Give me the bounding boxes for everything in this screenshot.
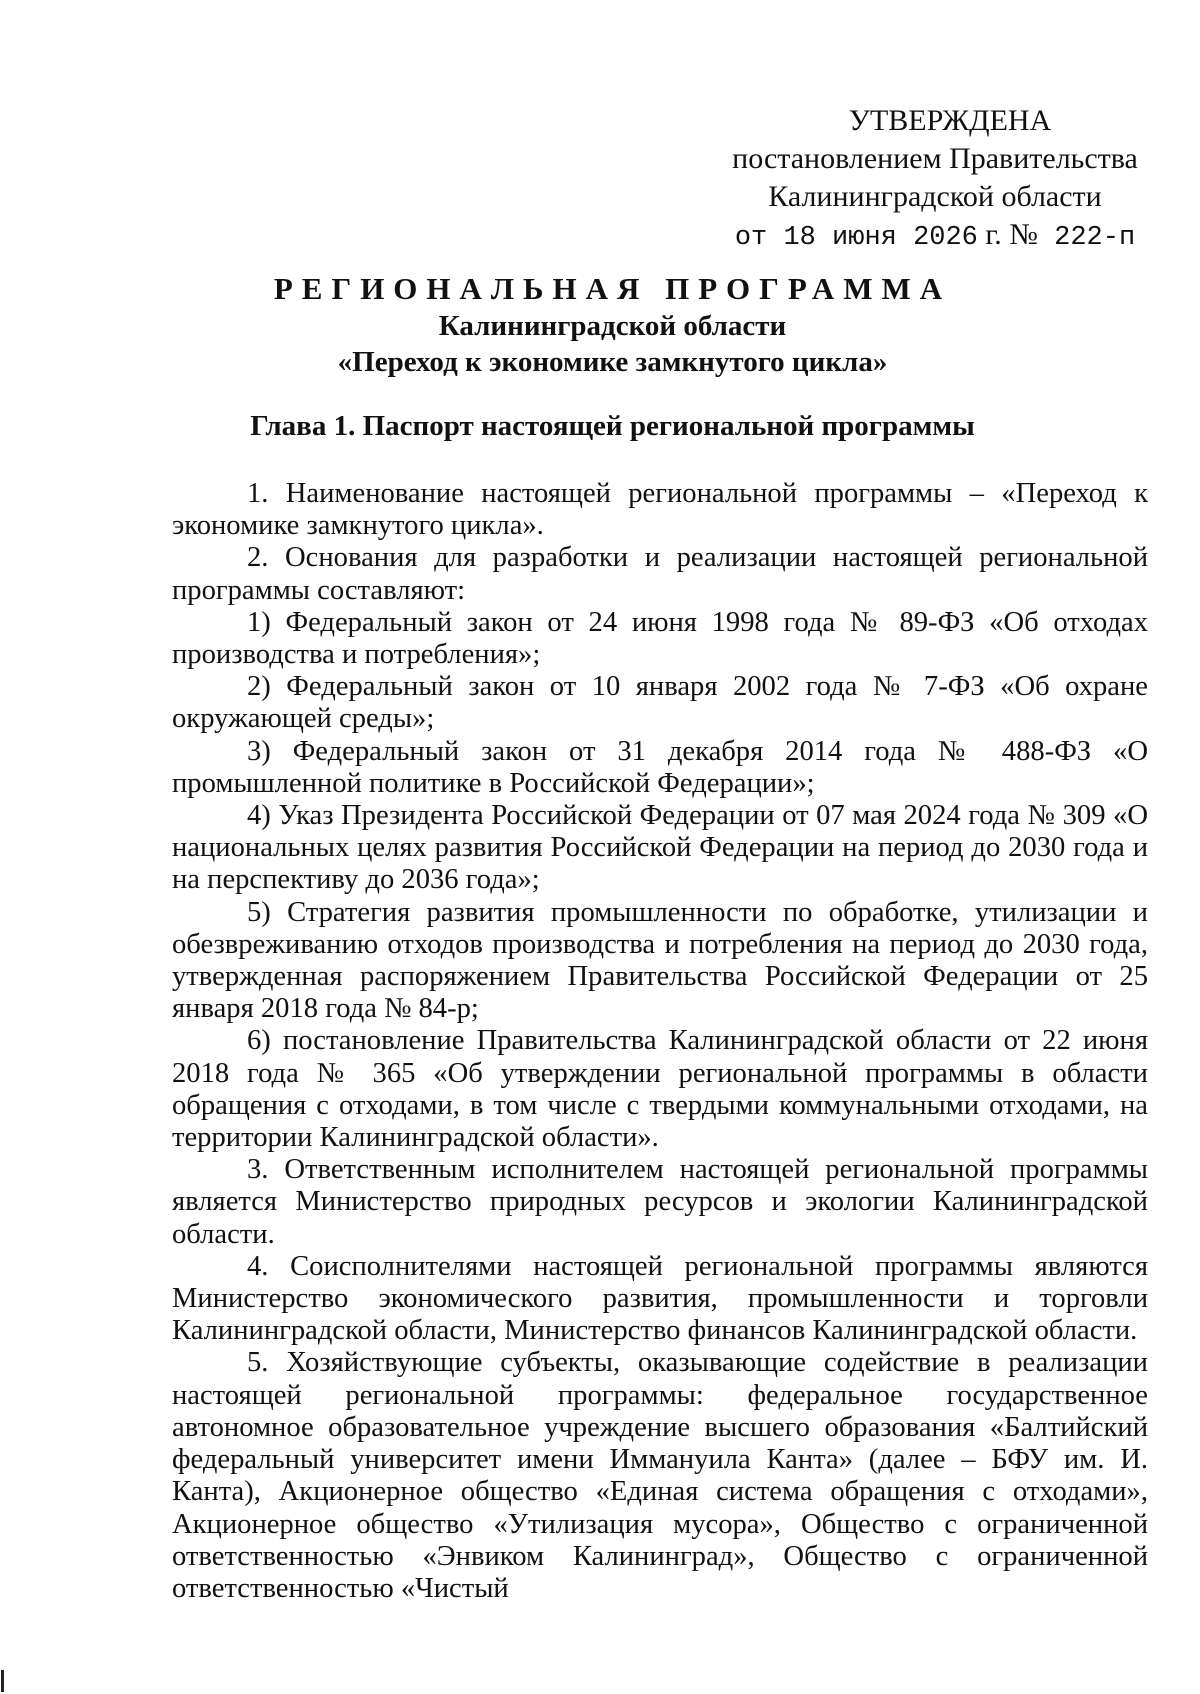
paragraph: 5. Хозяйствующие субъекты, оказывающие содействие в реализации настоящей региональной программы: федеральное государственное автономное образовательное учреждение высшего образования «Балтийский федеральный университет имени Иммануила Канта» (далее – БФУ им. И. Канта), Акционерное общество «Единая система обращения с отходами», Акционерное общество «Утилизация мусора», Общество с ограниченной ответственностью «Энвиком Калининград», Общество с ограниченной ответственностью «Чистый bbox=[172, 1347, 1148, 1604]
paragraph: 1) Федеральный закон от 24 июня 1998 года № 89-ФЗ «Об отходах производства и потребления»; bbox=[172, 606, 1148, 671]
paragraph: 4. Соисполнителями настоящей региональной программы являются Министерство экономического развития, промышленности и торговли Калининградской области, Министерство финансов Калининградской области. bbox=[172, 1250, 1148, 1347]
title-line-3: «Переход к экономике замкнутого цикла» bbox=[337, 346, 888, 378]
approval-date-line bbox=[720, 216, 1150, 257]
scan-edge-mark bbox=[0, 1668, 10, 1694]
paragraph: 3) Федеральный закон от 31 декабря 2014 года № 488-ФЗ «О промышленной политике в Российской Федерации»; bbox=[172, 735, 1148, 799]
approval-region: Калининградской области bbox=[768, 180, 1102, 213]
document-body bbox=[172, 478, 1148, 1605]
chapter-heading: Глава 1. Паспорт настоящей региональной программы bbox=[250, 410, 975, 442]
approval-number: 222-п bbox=[1037, 223, 1136, 253]
title-line-1: РЕГИОНАЛЬНАЯ ПРОГРАММА bbox=[273, 271, 952, 306]
paragraph: 5) Стратегия развития промышленности по обработке, утилизации и обезвреживанию отходов производства и потребления на период до 2030 года, утвержденная распоряжением Правительства Российской Федерации от 25 января 2018 года № 84-р; bbox=[172, 896, 1148, 1025]
approval-stamp bbox=[720, 102, 1150, 257]
approval-by: постановлением Правительства bbox=[732, 142, 1138, 175]
approval-date-suffix: г. bbox=[977, 218, 1010, 251]
approval-status: УТВЕРЖДЕНА bbox=[848, 104, 1052, 137]
paragraph: 2. Основания для разработки и реализации настоящей региональной программы составляют: bbox=[172, 542, 1148, 606]
paragraph: 6) постановление Правительства Калининградской области от 22 июня 2018 года № 365 «Об утверждении региональной программы в области обращения с отходами, в том числе с твердыми коммунальными отходами, на территории Калининградской области». bbox=[172, 1025, 1148, 1154]
paragraph: 2) Федеральный закон от 10 января 2002 года № 7-ФЗ «Об охране окружающей среды»; bbox=[172, 671, 1148, 735]
document-title bbox=[100, 270, 1125, 380]
approval-number-sign: № bbox=[1009, 218, 1038, 251]
approval-date: от 18 июня 2026 bbox=[734, 223, 978, 253]
paragraph: 1. Наименование настоящей региональной программы – «Переход к экономике замкнутого цикла». bbox=[172, 478, 1148, 542]
paragraph: 4) Указ Президента Российской Федерации от 07 мая 2024 года № 309 «О национальных целях развития Российской Федерации на период до 2030 года и на перспективу до 2036 года»; bbox=[172, 800, 1148, 896]
title-line-2: Калининградской области bbox=[438, 310, 787, 342]
paragraph: 3. Ответственным исполнителем настоящей региональной программы является Министерство природных ресурсов и экологии Калининградской области. bbox=[172, 1154, 1148, 1250]
